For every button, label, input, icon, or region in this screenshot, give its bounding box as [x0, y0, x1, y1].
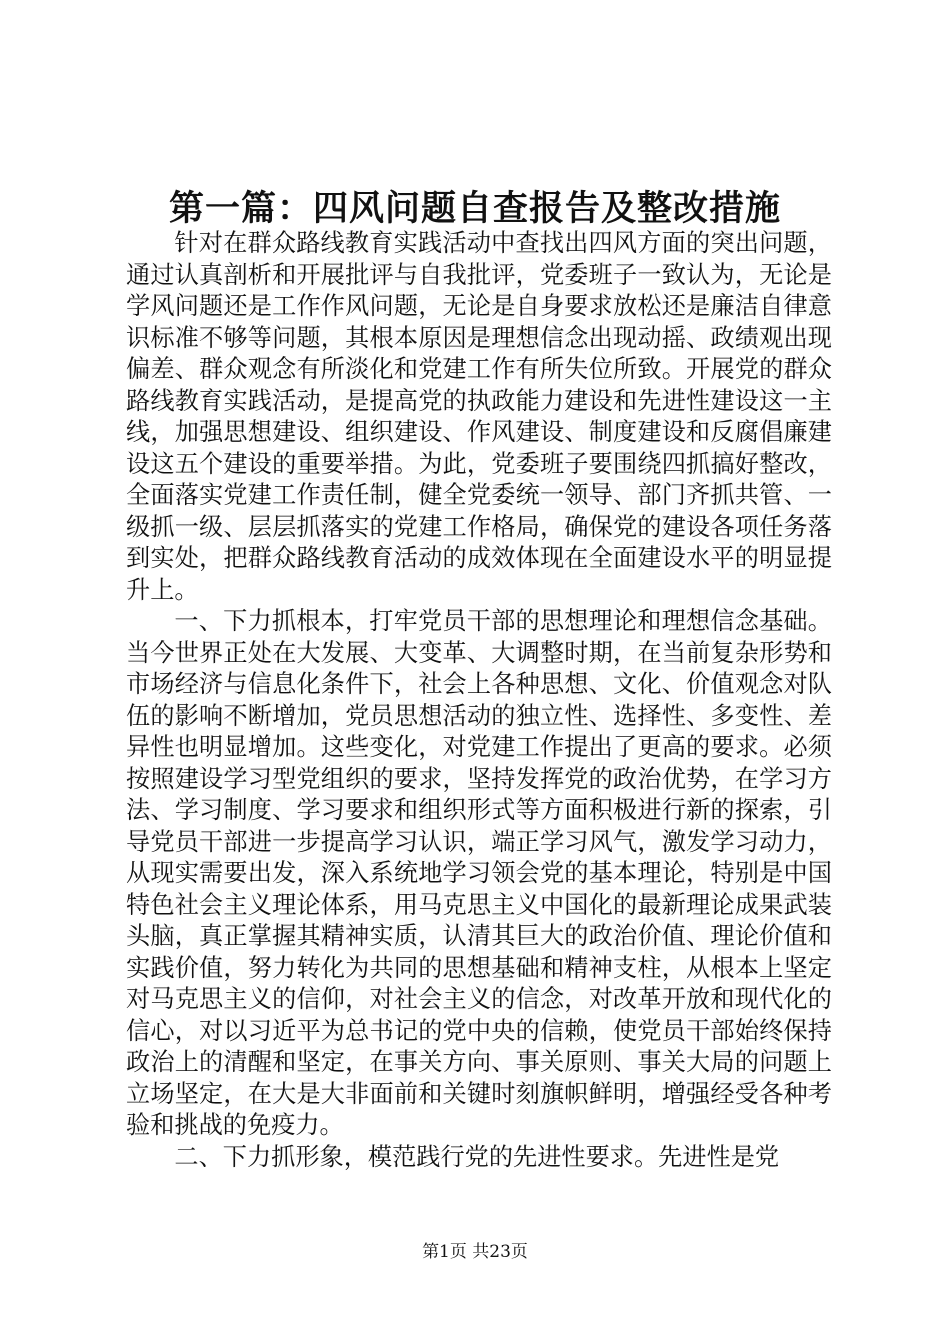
page-number-footer: 第1页 共23页 [422, 1242, 528, 1262]
document-body [126, 228, 832, 1173]
body-paragraph-section-2: 二、下力抓形象，模范践行党的先进性要求。先进性是党 [174, 1142, 780, 1171]
body-paragraph-intro: 针对在群众路线教育实践活动中查找出四风方面的突出问题，通过认真剖析和开展批评与自我批评，党委班子一致认为，无论是学风问题还是工作作风问题，无论是自身要求放松还是廉洁自律意识标准不够等问题，其根本原因是理想信念出现动摇、政绩观出现偏差、群众观念有所淡化和党建工作有所失位所致。开展党的群众路线教育实践活动，是提高党的执政能力建设和先进性建设这一主线，加强思想建设、组织建设、作风建设、制度建设和反腐倡廉建设这五个建设的重要举措。为此，党委班子要围绕四抓搞好整改，全面落实党建工作责任制，健全党委统一领导、部门齐抓共管、一级抓一级、层层抓落实的党建工作格局，确保党的建设各项任务落到实处，把群众路线教育活动的成效体现在全面建设水平的明显提升上。 [126, 229, 832, 604]
document-title: 第一篇：四风问题自查报告及整改措施 [168, 188, 781, 229]
body-paragraph-section-1: 一、下力抓根本，打牢党员干部的思想理论和理想信念基础。当今世界正处在大发展、大变革、大调整时期，在当前复杂形势和市场经济与信息化条件下，社会上各种思想、文化、价值观念对队伍的影响不断增加，党员思想活动的独立性、选择性、多变性、差异性也明显增加。这些变化，对党建工作提出了更高的要求。必须按照建设学习型党组织的要求，坚持发挥党的政治优势，在学习方法、学习制度、学习要求和组织形式等方面积极进行新的探索，引导党员干部进一步提高学习认识，端正学习风气，激发学习动力，从现实需要出发，深入系统地学习领会党的基本理论，特别是中国特色社会主义理论体系，用马克思主义中国化的最新理论成果武装头脑，真正掌握其精神实质，认清其巨大的政治价值、理论价值和实践价值，努力转化为共同的思想基础和精神支柱，从根本上坚定对马克思主义的信仰，对社会主义的信念，对改革开放和现代化的信心，对以习近平为总书记的党中央的信赖，使党员干部始终保持政治上的清醒和坚定，在事关方向、事关原则、事关大局的问题上立场坚定，在大是大非面前和关键时刻旗帜鲜明，增强经受各种考验和挑战的免疫力。 [126, 607, 832, 1139]
